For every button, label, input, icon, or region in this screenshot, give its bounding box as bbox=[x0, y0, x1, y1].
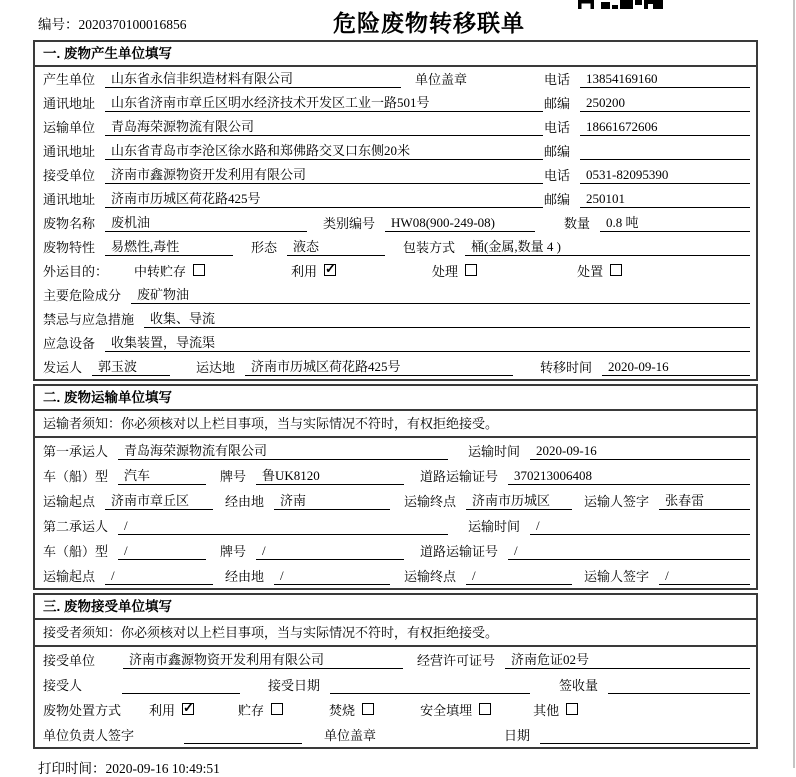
checkbox-disposal-other-icon bbox=[566, 703, 578, 715]
acceptor-row bbox=[35, 672, 756, 697]
unit-seal-label: 单位盖章 bbox=[415, 72, 468, 87]
vehicle-type-label: 车（船）型 bbox=[43, 469, 109, 484]
checkbox-treat-icon bbox=[465, 264, 477, 276]
producer-label: 产生单位 bbox=[43, 72, 96, 87]
transport-time-label: 运输时间 bbox=[468, 444, 521, 459]
license-label: 经营许可证号 bbox=[417, 653, 496, 668]
origin-label: 运输起点 bbox=[43, 569, 96, 584]
emergency-measures-value: 收集、导流 bbox=[144, 308, 750, 328]
emergency-measures-label: 禁忌与应急措施 bbox=[43, 312, 135, 327]
print-time-value: 2020-09-16 10:49:51 bbox=[105, 761, 220, 776]
print-time bbox=[38, 757, 796, 777]
page-title: 危险废物转移联单 bbox=[333, 10, 525, 36]
accept-date-label: 接受日期 bbox=[268, 678, 321, 693]
destination-label: 运达地 bbox=[196, 360, 236, 375]
carrier-sign-label: 运输人签字 bbox=[584, 569, 650, 584]
origin-label: 运输起点 bbox=[43, 494, 96, 509]
emergency-equipment-label: 应急设备 bbox=[43, 336, 96, 351]
license-value: 济南危证02号 bbox=[505, 649, 750, 669]
disposal-option-landfill: 安全填埋 bbox=[420, 700, 491, 719]
transfer-time-value: 2020-09-16 bbox=[602, 359, 750, 376]
quantity-label: 数量 bbox=[563, 216, 590, 231]
characteristics-label: 废物特性 bbox=[43, 240, 96, 255]
transporter-address-row bbox=[35, 139, 756, 163]
carrier2-time-value: / bbox=[530, 518, 750, 535]
plate-label: 牌号 bbox=[220, 544, 247, 559]
disposal-option-other: 其他 bbox=[533, 700, 578, 719]
carrier1-time-value: 2020-09-16 bbox=[530, 443, 750, 460]
route2-row bbox=[35, 563, 756, 588]
checkbox-disposal-store-icon bbox=[271, 703, 283, 715]
document-header bbox=[0, 0, 796, 40]
section-transporter bbox=[33, 384, 758, 590]
transporter-notice: 运输者须知：你必须核对以上栏目事项，当与实际情况不符时，有权拒绝接受。 bbox=[35, 411, 756, 438]
checkbox-utilize-icon bbox=[324, 264, 336, 276]
hazard-components-label: 主要危险成分 bbox=[43, 288, 122, 303]
transporter-value: 青岛海荣源物流有限公司 bbox=[105, 116, 543, 136]
packaging-value: 桶(金属,数量 4 ) bbox=[465, 236, 750, 256]
receiver-phone-value: 0531-82095390 bbox=[580, 167, 750, 184]
characteristics-value: 易燃性,毒性 bbox=[105, 236, 233, 256]
purpose-option-utilize: 利用 ✓ bbox=[291, 261, 336, 280]
section3-title: 三. 废物接受单位填写 bbox=[35, 595, 756, 620]
phone-label: 电话 bbox=[543, 72, 570, 87]
phone-label: 电话 bbox=[543, 168, 570, 183]
quantity-value: 0.8 吨 bbox=[600, 212, 750, 232]
receiver-row bbox=[35, 163, 756, 187]
vehicle2-permit-value: / bbox=[508, 543, 750, 560]
manager-sign-value bbox=[184, 728, 302, 744]
transporter-phone-value: 18661672606 bbox=[580, 119, 750, 136]
date-label: 日期 bbox=[504, 728, 531, 743]
unit-seal-label: 单位盖章 bbox=[324, 728, 377, 743]
emergency-equipment-row bbox=[35, 331, 756, 355]
carrier1-row bbox=[35, 438, 756, 463]
address-label: 通讯地址 bbox=[43, 192, 96, 207]
accept-unit-row bbox=[35, 647, 756, 672]
purpose-option-treat: 处理 bbox=[432, 261, 477, 280]
serial-label: 编号： bbox=[38, 17, 79, 32]
form-state-value: 液态 bbox=[287, 236, 385, 256]
receiver-address-row bbox=[35, 187, 756, 211]
section1-title: 一. 废物产生单位填写 bbox=[35, 42, 756, 67]
receiver-label: 接受单位 bbox=[43, 168, 96, 183]
carrier2-label: 第二承运人 bbox=[43, 519, 109, 534]
receiver-notice: 接受者须知：你必须核对以上栏目事项，当与实际情况不符时，有权拒绝接受。 bbox=[35, 620, 756, 647]
purpose-option-dispose: 处置 bbox=[577, 261, 622, 280]
producer-phone-value: 13854169160 bbox=[580, 71, 750, 88]
date-value bbox=[540, 728, 750, 744]
zip-label: 邮编 bbox=[543, 144, 570, 159]
route2-sign-value: / bbox=[659, 568, 750, 585]
category-value: HW08(900-249-08) bbox=[385, 215, 535, 232]
print-time-label: 打印时间： bbox=[38, 761, 106, 776]
zip-label: 邮编 bbox=[543, 192, 570, 207]
vehicle1-row bbox=[35, 463, 756, 488]
road-permit-label: 道路运输证号 bbox=[420, 469, 499, 484]
purpose-option-transfer-storage: 中转贮存 bbox=[134, 261, 205, 280]
endpoint-label: 运输终点 bbox=[404, 494, 457, 509]
zip-label: 邮编 bbox=[543, 96, 570, 111]
via-label: 经由地 bbox=[225, 494, 265, 509]
waste-name-label: 废物名称 bbox=[43, 216, 96, 231]
address-label: 通讯地址 bbox=[43, 96, 96, 111]
disposal-option-store: 贮存 bbox=[238, 700, 283, 719]
route1-origin-value: 济南市章丘区 bbox=[105, 490, 213, 510]
vehicle1-type-value: 汽车 bbox=[118, 465, 206, 485]
vehicle1-plate-value: 鲁UK8120 bbox=[256, 465, 404, 485]
section-producer bbox=[33, 40, 758, 381]
checkbox-disposal-incinerate-icon bbox=[362, 703, 374, 715]
signed-amount-label: 签收量 bbox=[558, 678, 598, 693]
waste-name-value: 废机油 bbox=[105, 212, 307, 232]
producer-address-row bbox=[35, 91, 756, 115]
emergency-measures-row bbox=[35, 307, 756, 331]
emergency-equipment-value: 收集装置，导流渠 bbox=[105, 332, 750, 352]
purpose-label: 外运目的： bbox=[43, 264, 109, 279]
disposal-option-utilize: 利用 ✓ bbox=[149, 700, 194, 719]
address-label: 通讯地址 bbox=[43, 144, 96, 159]
signed-amount-value bbox=[608, 678, 750, 694]
vehicle2-plate-value: / bbox=[256, 543, 404, 560]
route2-via-value: / bbox=[274, 568, 390, 585]
receiver-zip-value: 250101 bbox=[580, 191, 750, 208]
manager-sign-label: 单位负责人签字 bbox=[43, 728, 135, 743]
transporter-address-value: 山东省青岛市李沧区徐水路和郑佛路交叉口东侧20米 bbox=[105, 140, 543, 160]
route2-origin-value: / bbox=[105, 568, 213, 585]
manager-sign-row bbox=[35, 722, 756, 747]
vehicle2-type-value: / bbox=[118, 543, 206, 560]
serial-number bbox=[38, 13, 187, 33]
shipper-label: 发运人 bbox=[43, 360, 83, 375]
accept-unit-value: 济南市鑫源物资开发利用有限公司 bbox=[123, 649, 403, 669]
receiver-address-value: 济南市历城区荷花路425号 bbox=[105, 188, 543, 208]
checkbox-dispose-icon bbox=[610, 264, 622, 276]
phone-label: 电话 bbox=[543, 120, 570, 135]
transfer-time-label: 转移时间 bbox=[539, 360, 592, 375]
waste-name-row bbox=[35, 211, 756, 235]
endpoint-label: 运输终点 bbox=[404, 569, 457, 584]
producer-zip-value: 250200 bbox=[580, 95, 750, 112]
route2-end-value: / bbox=[466, 568, 572, 585]
hazard-components-value: 废矿物油 bbox=[131, 284, 750, 304]
packaging-label: 包装方式 bbox=[403, 240, 456, 255]
disposal-option-incinerate: 焚烧 bbox=[329, 700, 374, 719]
page-edge-line bbox=[793, 0, 795, 768]
shipper-value: 郭玉波 bbox=[92, 356, 170, 376]
checkbox-disposal-landfill-icon bbox=[479, 703, 491, 715]
destination-value: 济南市历城区荷花路425号 bbox=[245, 356, 513, 376]
producer-row bbox=[35, 67, 756, 91]
transporter-row bbox=[35, 115, 756, 139]
accept-date-value bbox=[330, 678, 530, 694]
disposal-method-label: 废物处置方式 bbox=[43, 703, 122, 718]
carrier-sign-label: 运输人签字 bbox=[584, 494, 650, 509]
vehicle1-permit-value: 370213006408 bbox=[508, 468, 750, 485]
shipper-row bbox=[35, 355, 756, 379]
route1-sign-value: 张春雷 bbox=[659, 490, 750, 510]
carrier1-value: 青岛海荣源物流有限公司 bbox=[118, 440, 448, 460]
route1-end-value: 济南市历城区 bbox=[466, 490, 572, 510]
acceptor-label: 接受人 bbox=[43, 678, 83, 693]
waste-characteristics-row bbox=[35, 235, 756, 259]
checkbox-disposal-utilize-icon bbox=[182, 703, 194, 715]
disposal-method-row bbox=[35, 697, 756, 722]
vehicle-type-label: 车（船）型 bbox=[43, 544, 109, 559]
route1-via-value: 济南 bbox=[274, 490, 390, 510]
form-state-label: 形态 bbox=[251, 240, 278, 255]
plate-label: 牌号 bbox=[220, 469, 247, 484]
producer-value: 山东省永信非织造材料有限公司 bbox=[105, 68, 401, 88]
serial-value: 2020370100016856 bbox=[78, 17, 187, 32]
vehicle2-row bbox=[35, 538, 756, 563]
purpose-row bbox=[35, 259, 756, 283]
checkbox-transfer-storage-icon bbox=[193, 264, 205, 276]
acceptor-value bbox=[122, 678, 240, 694]
section-receiver bbox=[33, 593, 758, 749]
category-label: 类别编号 bbox=[323, 216, 376, 231]
section2-title: 二. 废物运输单位填写 bbox=[35, 386, 756, 411]
carrier2-row bbox=[35, 513, 756, 538]
transporter-zip-value bbox=[580, 144, 750, 160]
receiver-value: 济南市鑫源物资开发利用有限公司 bbox=[105, 164, 543, 184]
via-label: 经由地 bbox=[225, 569, 265, 584]
hazard-components-row bbox=[35, 283, 756, 307]
transport-time-label: 运输时间 bbox=[468, 519, 521, 534]
route1-row bbox=[35, 488, 756, 513]
carrier2-value: / bbox=[118, 518, 448, 535]
road-permit-label: 道路运输证号 bbox=[420, 544, 499, 559]
producer-address-value: 山东省济南市章丘区明水经济技术开发区工业一路501号 bbox=[105, 92, 543, 112]
carrier1-label: 第一承运人 bbox=[43, 444, 109, 459]
accept-unit-label: 接受单位 bbox=[43, 653, 96, 668]
transporter-label: 运输单位 bbox=[43, 120, 96, 135]
